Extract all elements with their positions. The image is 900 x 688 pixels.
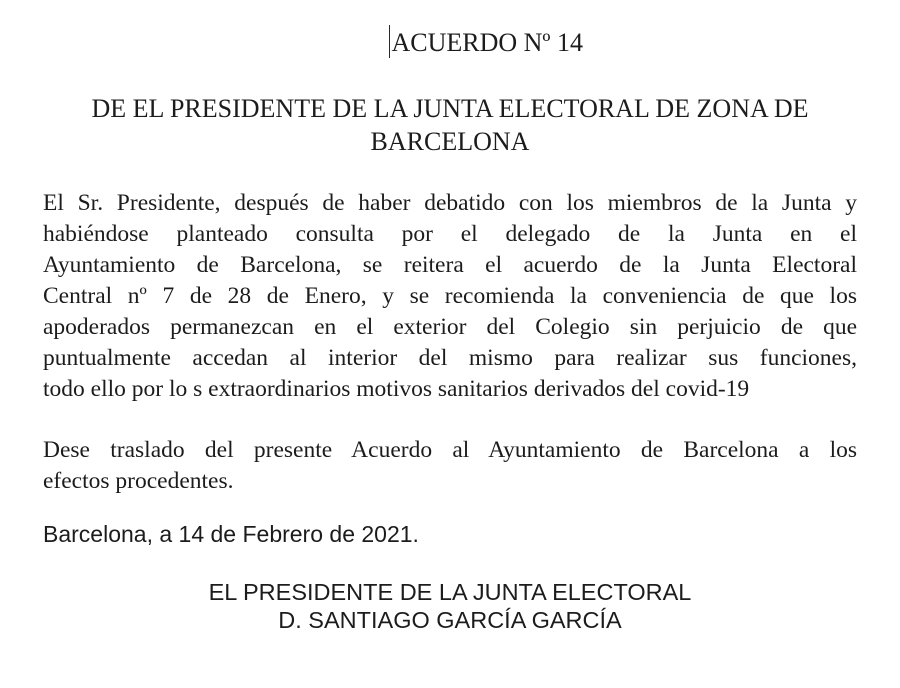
document-title: ACUERDO Nº 14 bbox=[391, 28, 583, 57]
heading-line-1: DE EL PRESIDENTE DE LA JUNTA ELECTORAL DE ZONA DE bbox=[91, 94, 809, 123]
paragraph-2-line: efectos procedentes. bbox=[43, 468, 234, 494]
paragraph-2 bbox=[43, 435, 857, 497]
paragraph-1-line: El Sr. Presidente, después de haber debatido con los miembros de la Junta y bbox=[43, 190, 857, 216]
paragraph-1-line: habiéndose planteado consulta por el delegado de la Junta en el bbox=[43, 221, 857, 247]
document-title-row bbox=[79, 25, 893, 60]
paragraph-1-line: Ayuntamiento de Barcelona, se reitera el acuerdo de la Junta Electoral bbox=[43, 252, 857, 278]
paragraph-1 bbox=[43, 188, 857, 405]
signature-name: D. SANTIAGO GARCÍA GARCÍA bbox=[278, 607, 622, 633]
signature-title: EL PRESIDENTE DE LA JUNTA ELECTORAL bbox=[208, 579, 692, 605]
document-heading bbox=[43, 92, 857, 158]
paragraph-1-line: puntualmente accedan al interior del mismo para realizar sus funciones, bbox=[43, 345, 857, 371]
paragraph-2-line: Dese traslado del presente Acuerdo al Ayuntamiento de Barcelona a los bbox=[43, 437, 857, 463]
paragraph-1-line: Central nº 7 de 28 de Enero, y se recomienda la conveniencia de que los bbox=[43, 283, 857, 309]
date-line: Barcelona, a 14 de Febrero de 2021. bbox=[43, 521, 419, 547]
paragraph-1-line: todo ello por lo s extraordinarios motivos sanitarios derivados del covid-19 bbox=[43, 376, 750, 402]
heading-line-2: BARCELONA bbox=[370, 127, 530, 156]
paragraph-1-line: apoderados permanezcan en el exterior del Colegio sin perjuicio de que bbox=[43, 314, 857, 340]
document-content bbox=[0, 25, 900, 634]
signature-block bbox=[43, 578, 857, 634]
